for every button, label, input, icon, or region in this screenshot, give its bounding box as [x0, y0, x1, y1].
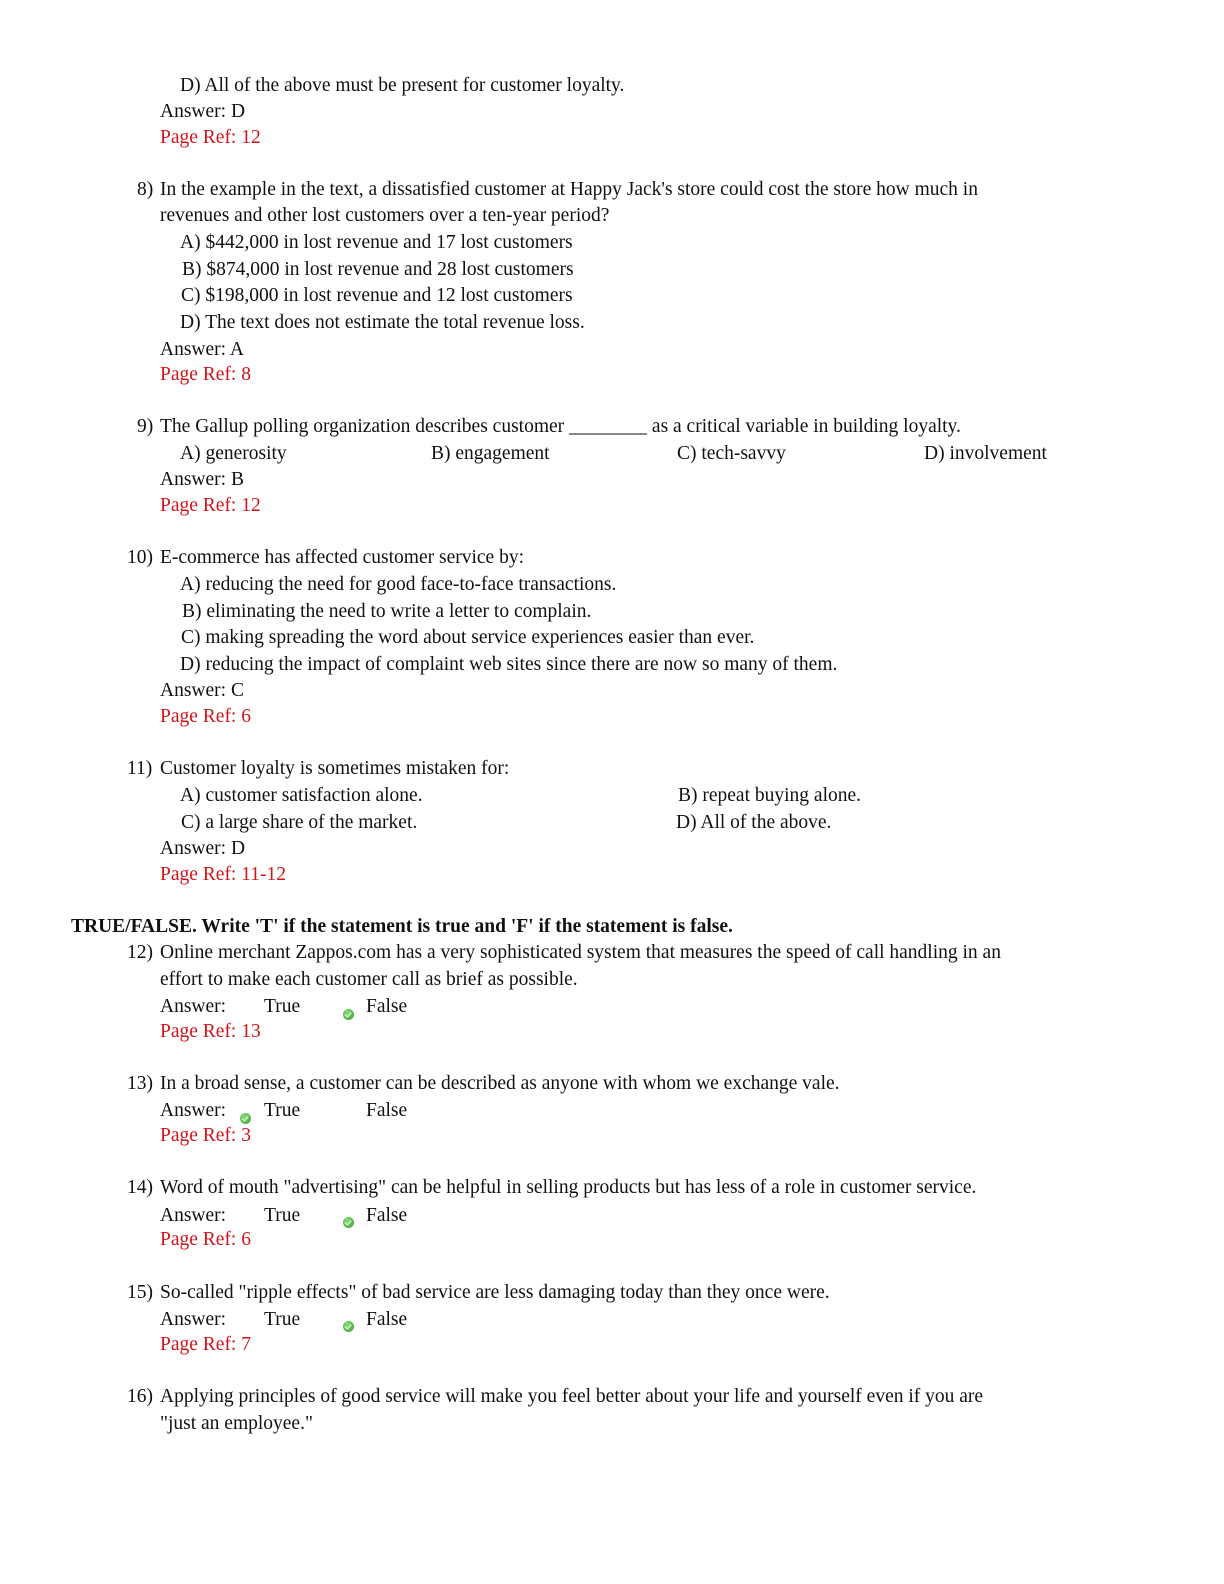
q15-answer-label: Answer:	[160, 1309, 227, 1330]
q8-option-b: B) $874,000 in lost revenue and 28 lost customers	[182, 259, 574, 280]
q11-answer: Answer: D	[160, 838, 246, 859]
q11-option-d: D) All of the above.	[676, 812, 832, 833]
q13-answer-label: Answer:	[160, 1100, 227, 1121]
q13-number: 13)	[127, 1073, 153, 1094]
q8-text: In the example in the text, a dissatisfied customer at Happy Jack's store could cost the store how much in	[160, 179, 978, 200]
q15-true-option: True	[264, 1309, 301, 1330]
q10-option-c: C) making spreading the word about service experiences easier than ever.	[181, 627, 755, 648]
q15-number: 15)	[127, 1282, 153, 1303]
q7-answer: Answer: D	[160, 101, 246, 122]
q13-text: In a broad sense, a customer can be described as anyone with whom we exchange vale.	[160, 1073, 840, 1094]
q9-answer: Answer: B	[160, 469, 244, 490]
q8-number: 8)	[137, 179, 154, 200]
q12-number: 12)	[127, 942, 153, 963]
q9-text: The Gallup polling organization describes customer ________ as a critical variable in building loyalty.	[160, 416, 961, 437]
q14-answer-label: Answer:	[160, 1205, 227, 1226]
q10-option-a: A) reducing the need for good face-to-face transactions.	[180, 574, 617, 595]
q8-option-a: A) $442,000 in lost revenue and 17 lost customers	[180, 232, 573, 253]
q14-page-ref: Page Ref: 6	[160, 1229, 251, 1250]
q10-text: E-commerce has affected customer service by:	[160, 547, 525, 568]
q8-answer: Answer: A	[160, 339, 244, 360]
check-icon	[343, 1009, 354, 1020]
q11-option-c: C) a large share of the market.	[181, 812, 418, 833]
q12-page-ref: Page Ref: 13	[160, 1021, 261, 1042]
check-icon	[343, 1217, 354, 1228]
check-icon	[240, 1113, 251, 1124]
q12-false-option: False	[366, 996, 408, 1017]
q13-false-option: False	[366, 1100, 408, 1121]
q12-true-option: True	[264, 996, 301, 1017]
q13-page-ref: Page Ref: 3	[160, 1125, 251, 1146]
q8-option-c: C) $198,000 in lost revenue and 12 lost customers	[181, 285, 573, 306]
q14-number: 14)	[127, 1177, 153, 1198]
q15-page-ref: Page Ref: 7	[160, 1334, 251, 1355]
q11-option-a: A) customer satisfaction alone.	[180, 785, 423, 806]
q7-option-d: D) All of the above must be present for customer loyalty.	[180, 75, 625, 96]
q9-page-ref: Page Ref: 12	[160, 495, 261, 516]
q11-number: 11)	[127, 758, 153, 779]
q9-option-a: A) generosity	[180, 443, 287, 464]
section-header: TRUE/FALSE. Write 'T' if the statement is true and 'F' if the statement is false.	[71, 916, 733, 937]
q11-page-ref: Page Ref: 11-12	[160, 864, 286, 885]
q9-option-d: D) involvement	[924, 443, 1047, 464]
q10-number: 10)	[127, 547, 153, 568]
q8-text-cont: revenues and other lost customers over a ten-year period?	[160, 205, 610, 226]
q12-text-cont: effort to make each customer call as brief as possible.	[160, 969, 578, 990]
q9-number: 9)	[137, 416, 154, 437]
q10-page-ref: Page Ref: 6	[160, 706, 251, 727]
check-icon	[343, 1321, 354, 1332]
q9-option-b: B) engagement	[431, 443, 550, 464]
q14-text: Word of mouth "advertising" can be helpful in selling products but has less of a role in customer service.	[160, 1177, 977, 1198]
q16-number: 16)	[127, 1386, 153, 1407]
q16-text-cont: "just an employee."	[160, 1413, 313, 1434]
q10-option-d: D) reducing the impact of complaint web sites since there are now so many of them.	[180, 654, 838, 675]
q8-option-d: D) The text does not estimate the total revenue loss.	[180, 312, 585, 333]
q15-text: So-called "ripple effects" of bad service are less damaging today than they once were.	[160, 1282, 830, 1303]
q12-text: Online merchant Zappos.com has a very sophisticated system that measures the speed of call handling in an	[160, 942, 1001, 963]
q15-false-option: False	[366, 1309, 408, 1330]
q14-true-option: True	[264, 1205, 301, 1226]
q14-false-option: False	[366, 1205, 408, 1226]
q8-page-ref: Page Ref: 8	[160, 364, 251, 385]
q11-text: Customer loyalty is sometimes mistaken for:	[160, 758, 510, 779]
q7-page-ref: Page Ref: 12	[160, 127, 261, 148]
q10-option-b: B) eliminating the need to write a letter to complain.	[182, 601, 592, 622]
q16-text: Applying principles of good service will make you feel better about your life and yourself even if you are	[160, 1386, 984, 1407]
q9-option-c: C) tech-savvy	[677, 443, 786, 464]
q11-option-b: B) repeat buying alone.	[678, 785, 862, 806]
q13-true-option: True	[264, 1100, 301, 1121]
q10-answer: Answer: C	[160, 680, 244, 701]
q12-answer-label: Answer:	[160, 996, 227, 1017]
